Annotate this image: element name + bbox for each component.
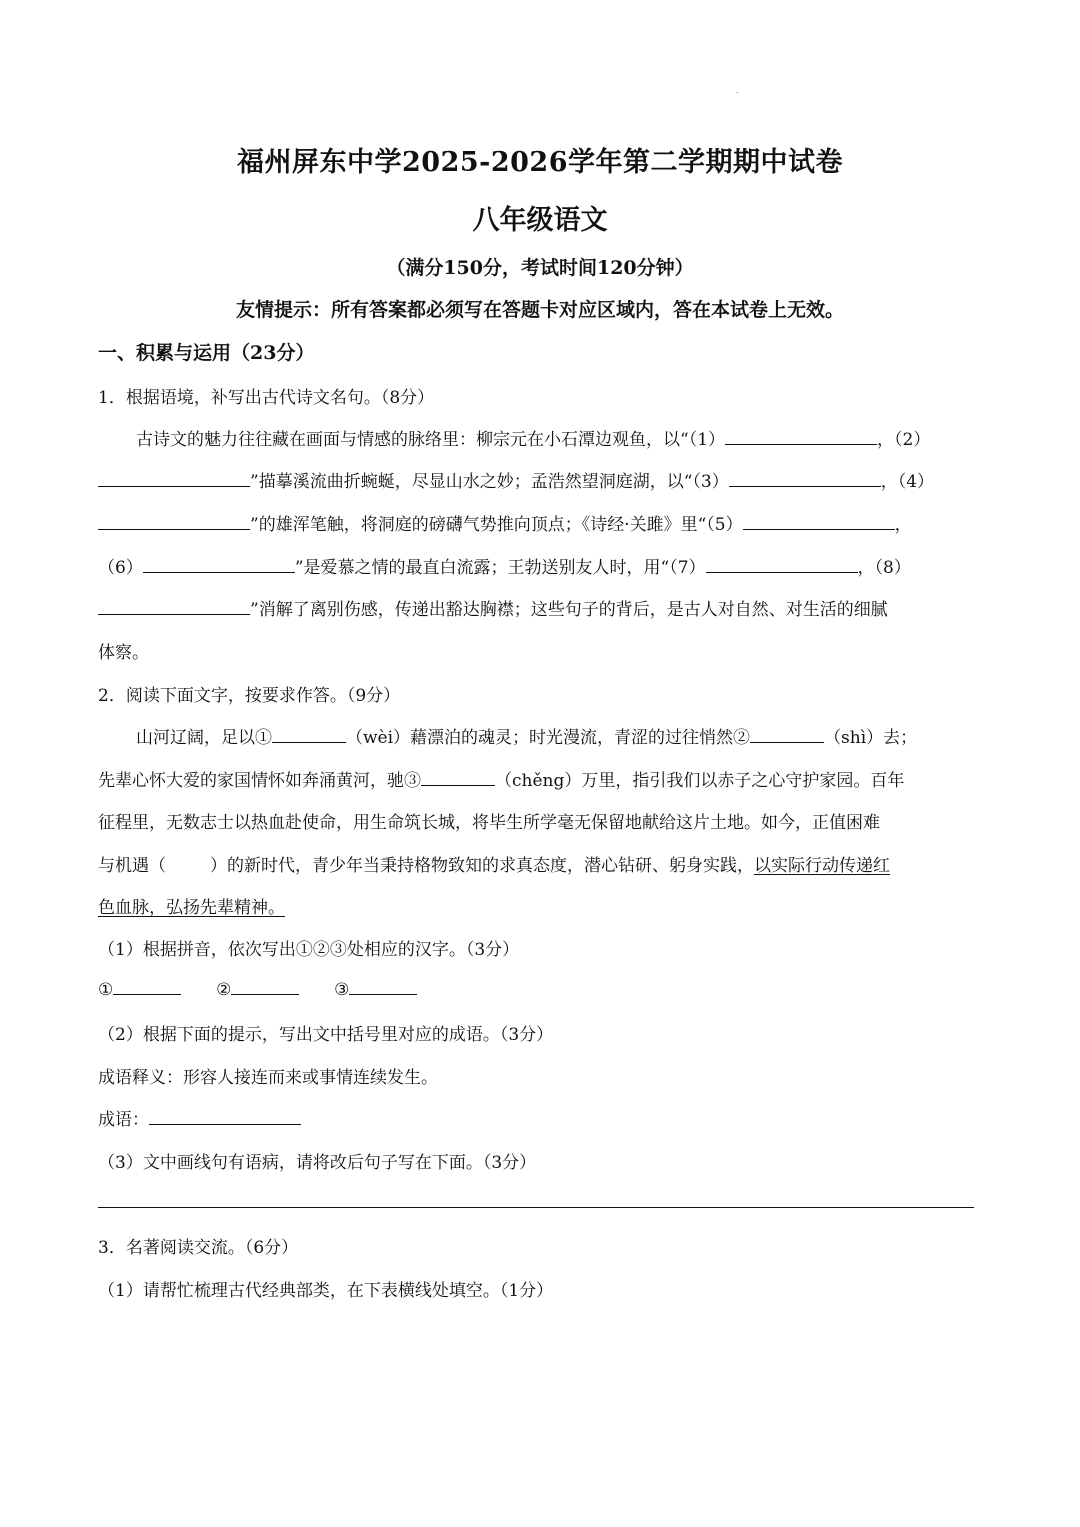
answer-blank[interactable] [729,470,881,487]
q1-text: 古诗文的魅力往往藏在画面与情感的脉络里：柳宗元在小石潭边观鱼，以“（1） [136,430,726,450]
section-heading: 一、积累与运用（23分） [98,342,315,364]
exam-meta: （满分150分，考试时间120分钟） [386,257,694,279]
q1-line-5 [98,595,888,620]
q3-sub1: （1）请帮忙梳理古代经典部类，在下表横线处填空。（1分） [98,1281,554,1301]
q1-text: ”描摹溪流曲折蜿蜒，尽显山水之妙；孟浩然望洞庭湖，以“（3） [250,472,729,492]
q1-line-2 [98,467,934,492]
q2-passage-line-2 [98,766,904,791]
answer-blank[interactable] [98,470,250,487]
circle-3: ③ [334,980,350,1000]
circle-2: ② [216,980,232,1000]
exam-subtitle: 八年级语文 [472,205,608,236]
q2-char-blanks [98,978,417,1000]
answer-blank[interactable] [231,978,299,995]
exam-title: 福州屏东中学2025-2026学年第二学期期中试卷 [237,147,843,178]
q2-passage-line-4 [98,851,890,876]
q1-text: ， [894,515,912,535]
answer-blank[interactable] [143,556,295,573]
exam-tip: 友情提示：所有答案都必须写在答题卡对应区域内，答在本试卷上无效。 [235,299,844,321]
q1-text: ”是爱慕之情的最直白流露；王勃送别友人时，用“（7） [294,558,706,578]
answer-blank[interactable] [349,978,417,995]
q2-text: （wèi）藉漂泊的魂灵；时光漫流，青涩的过往悄然② [346,728,751,748]
q2-text: （chěng）万里，指引我们以赤子之心守护家园。百年 [495,771,905,791]
answer-blank[interactable] [743,513,895,530]
answer-blank[interactable] [750,726,824,743]
q2-text: 山河辽阔，足以① [136,728,272,748]
answer-blank[interactable] [272,726,346,743]
q2-prompt: 2．阅读下面文字，按要求作答。（9分） [98,686,401,706]
underlined-sentence: 以实际行动传递红 [754,856,890,876]
q1-prompt: 1．根据语境，补写出古代诗文名句。（8分） [98,388,435,408]
q2-definition: 成语释义：形容人接连而来或事情连续发生。 [98,1068,438,1088]
q2-sub1: （1）根据拼音，依次写出①②③处相应的汉字。（3分） [98,940,520,960]
answer-blank[interactable] [706,556,858,573]
q1-line-3 [98,510,912,535]
q1-line-4 [98,553,911,578]
q2-text: （shì）去； [824,728,918,748]
q1-text: ”的雄浑笔触，将洞庭的磅礴气势推向顶点；《诗经·关雎》里“（5） [250,515,743,535]
q2-text: 先辈心怀大爱的家国情怀如奔涌黄河，驰③ [98,771,421,791]
q2-text: ）的新时代，青少年当秉持格物致知的求真态度，潜心钻研、躬身实践， [210,856,754,876]
answer-blank[interactable] [421,769,495,786]
q1-text: ”消解了离别伤感，传递出豁达胸襟；这些句子的背后，是古人对自然、对生活的细腻 [250,600,888,620]
q1-text: ，（2） [877,430,931,450]
scan-speck [736,92,738,93]
answer-blank[interactable] [725,428,877,445]
underlined-sentence: 色血脉，弘扬先辈精神。 [98,898,285,918]
q1-text: ，（8） [857,558,911,578]
answer-blank[interactable] [98,513,250,530]
idiom-label: 成语： [98,1110,149,1130]
q2-sub3: （3）文中画线句有语病，请将改后句子写在下面。（3分） [98,1153,537,1173]
q3-prompt: 3．名著阅读交流。（6分） [98,1238,299,1258]
q1-line-1 [136,425,930,450]
q2-text: 与机遇（ [98,856,166,876]
idiom-bracket-space[interactable] [166,855,210,871]
q1-line-6: 体察。 [98,643,149,663]
q2-sub2: （2）根据下面的提示，写出文中括号里对应的成语。（3分） [98,1025,554,1045]
answer-blank[interactable] [113,978,181,995]
q2-passage-line-5 [98,893,285,918]
q1-text: （6） [98,558,143,578]
q2-passage-line-1 [136,723,917,748]
q2-passage-line-3: 征程里，无数志士以热血赴使命，用生命筑长城，将毕生所学毫无保留地献给这片土地。如今，正值困难 [98,813,880,833]
circle-1: ① [98,980,114,1000]
q2-idiom-line [98,1105,301,1130]
answer-blank[interactable] [149,1108,301,1125]
q1-text: ，（4） [880,472,935,492]
answer-blank[interactable] [98,598,250,615]
answer-line[interactable] [98,1207,974,1208]
